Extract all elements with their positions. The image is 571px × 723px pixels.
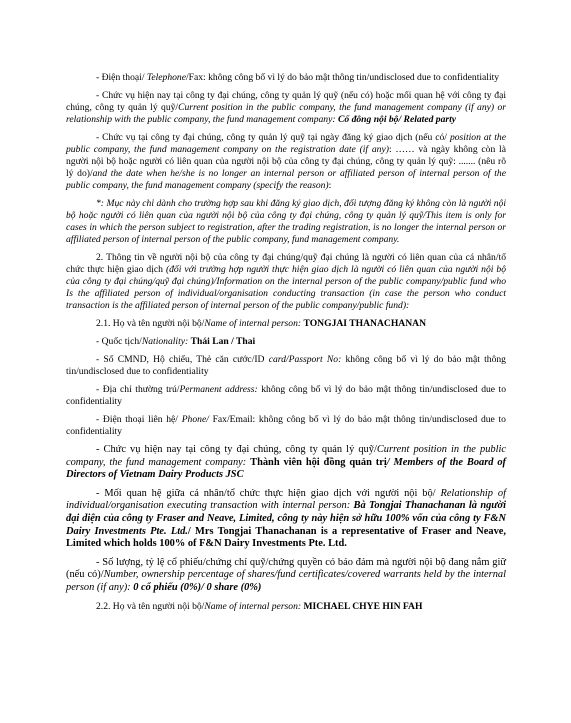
position-at-registration-paragraph: - Chức vụ tại công ty đại chúng, công ty quản lý quỹ tại ngày đăng ký giao dịch (nếu có/ position at the public company, the fund management company on the registration date (if any): …… và ngày không còn là người nội bộ hoặc người có liên quan của người nội bộ của công ty đại chúng, công ty quản lý quỹ: ....... (nêu rõ lý do)/and the date when he/she is no longer an internal person or affiliated person of internal person of the public company, the fund management company (specify the reason): [66, 132, 506, 191]
section-2-heading: 2. Thông tin về người nội bộ của công ty đại chúng/quỹ đại chúng là người có liên quan của cá nhân/tổ chức thực hiện giao dịch (đối với trường hợp người thực hiện giao dịch là người có liên quan của người nội bộ của công ty đại chúng/quỹ đại chúng)/Information on the internal person of the public company/public fund who Is the affiliated person of individual/organisation conducting transaction (in case the person who conduct transaction is the affiliated person of internal person of the public company/public fund): [66, 252, 506, 311]
id-card-paragraph: - Số CMND, Hộ chiếu, Thẻ căn cước/ID card/Passport No: không công bố vì lý do bảo mật thông tin/undisclosed due to confidentiality [66, 354, 506, 377]
relationship-paragraph: - Mối quan hệ giữa cá nhân/tổ chức thực hiện giao dịch với người nội bộ/ Relationship of individual/organisation executing transaction with internal person: Bà Tongjai Thanachanan là người đại diện của công ty Fraser and Neave, Limited, công ty này hiện sở hữu 100% vốn của công ty F&N Dairy Investments Pte. Ltd./ Mrs Tongjai Thanachanan is a representative of Fraser and Neave, Limited which holds 100% of F&N Dairy Investments Pte. Ltd. [66, 487, 506, 550]
shareholding-paragraph: - Số lượng, tỷ lệ cổ phiếu/chứng chỉ quỹ/chứng quyền có bảo đảm mà người nội bộ đang nắm giữ (nếu có)/Number, ownership percentage of shares/fund certificates/covered warrants held by the internal person (if any): 0 cổ phiếu (0%)/ 0 share (0%) [66, 556, 506, 593]
internal-person-name-1: 2.1. Họ và tên người nội bộ/Name of internal person: TONGJAI THANACHANAN [96, 318, 426, 329]
current-position-paragraph: - Chức vụ hiện nay tại công ty đại chúng, công ty quản lý quỹ (nếu có) hoặc mối quan hệ với công ty đại chúng, công ty quản lý quỹ/Current position in the public company, the fund management company (if any) or relationship with the public company, the fund management company: Cổ đông nội bộ/ Related party [66, 90, 506, 125]
document-page [66, 72, 506, 619]
telephone-paragraph: - Điện thoại/ Telephone/Fax: không công bố vì lý do bảo mật thông tin/undisclosed due to confidentiality [96, 72, 500, 83]
nationality-paragraph: - Quốc tịch/Nationality: Thái Lan / Thai [96, 336, 256, 347]
footnote-paragraph: *: Mục này chỉ dành cho trường hợp sau khi đăng ký giao dịch, đối tượng đăng ký không còn là người nội bộ hoặc người có liên quan của người nội bộ của công ty đại chúng, công ty quản lý quỹ/This item is only for cases in which the person subject to registration, after the trading registration, is no longer the internal person or affiliated person of internal person of the public company, fund management company. [66, 198, 506, 245]
internal-person-name-2: 2.2. Họ và tên người nội bộ/Name of internal person: MICHAEL CHYE HIN FAH [96, 600, 423, 612]
contact-phone-paragraph: - Điện thoại liên hệ/ Phone/ Fax/Email: không công bố vì lý do bảo mật thông tin/undisclosed due to confidentiality [66, 414, 506, 437]
internal-current-position-paragraph: - Chức vụ hiện nay tại công ty đại chúng, công ty quản lý quỹ/Current position in the public company, the fund management company: Thành viên hội đồng quản trị/ Members of the Board of Directors of Vietnam Dairy Products JSC [66, 444, 506, 481]
permanent-address-paragraph: - Địa chỉ thường trú/Permanent address: không công bố vì lý do bảo mật thông tin/undisclosed due to confidentiality [66, 384, 507, 407]
